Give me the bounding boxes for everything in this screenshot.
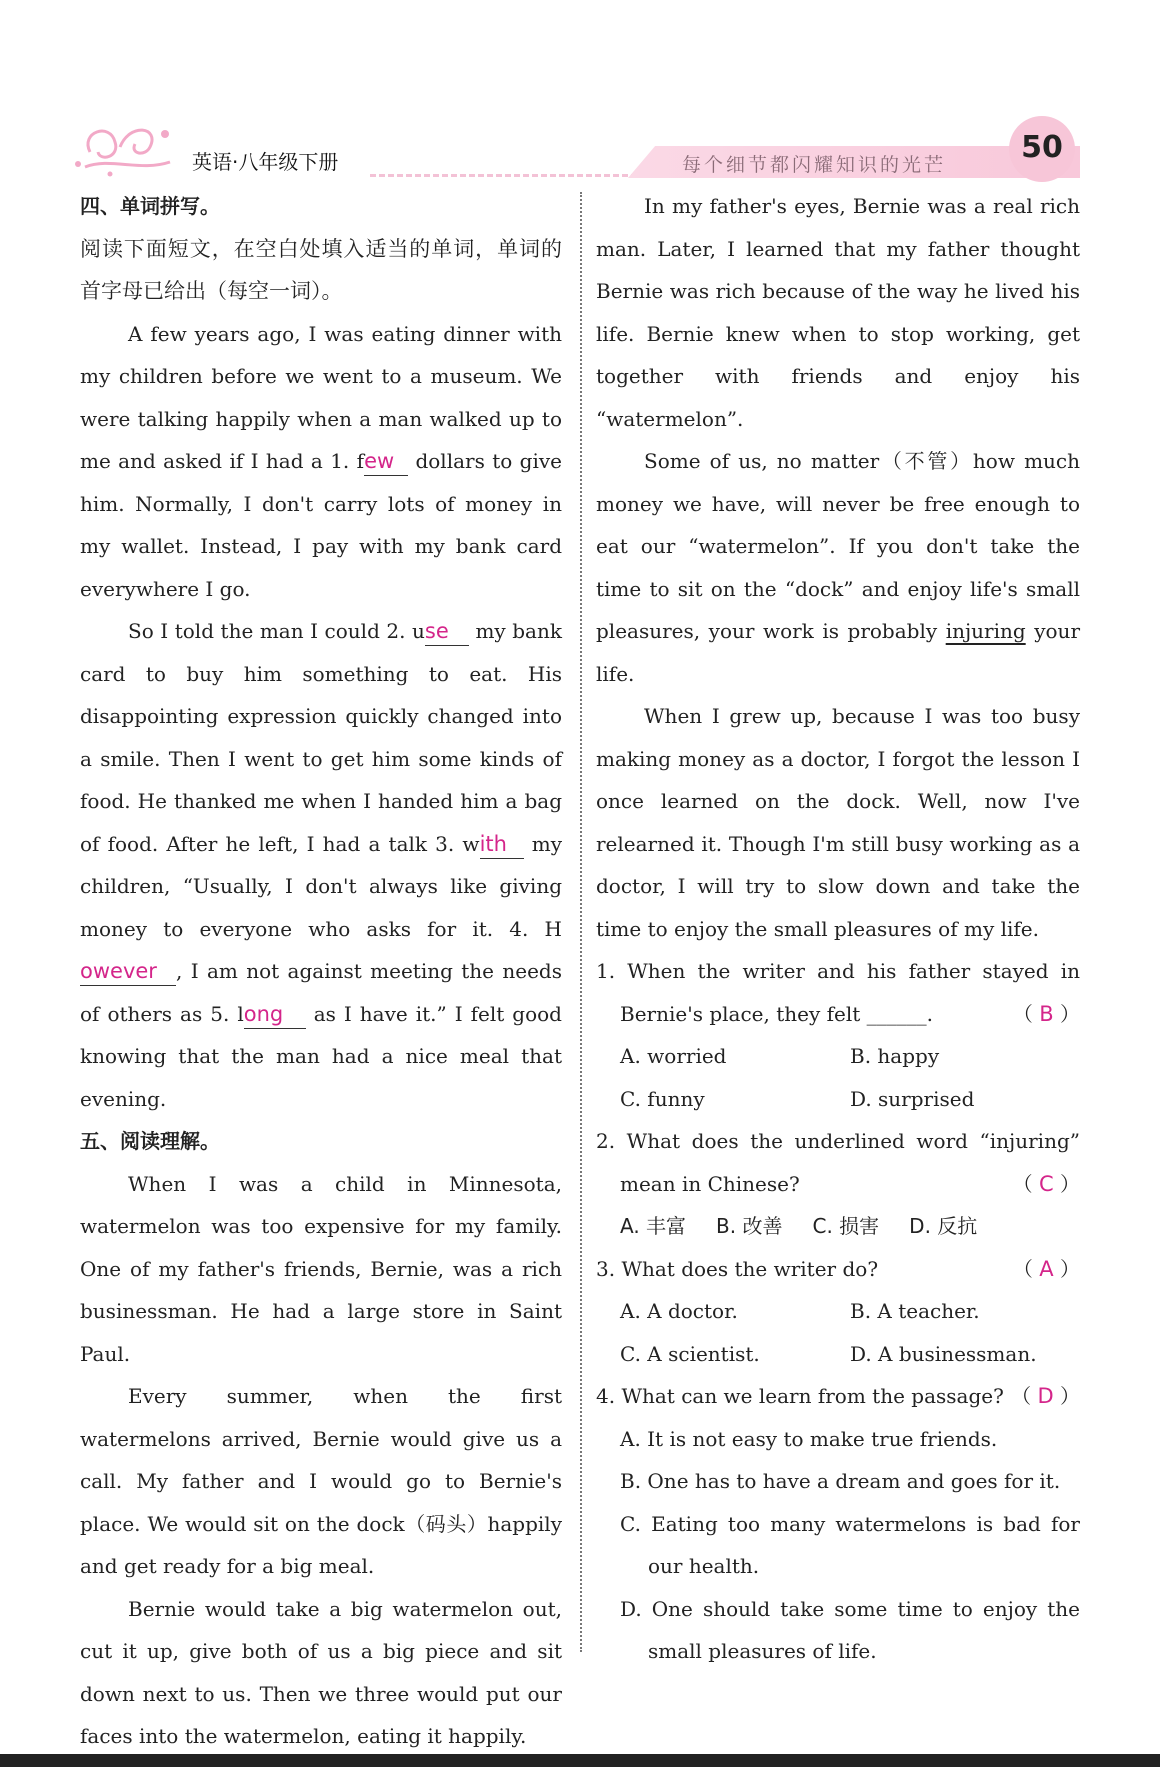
- question-stem: 2. What does the underlined word “injuring” mean in Chinese?: [596, 1129, 1080, 1196]
- option: A. 丰富: [620, 1214, 687, 1238]
- answer: D: [1037, 1384, 1054, 1408]
- answer-1: ew: [364, 449, 395, 473]
- answer-box: （ A ）: [1012, 1256, 1080, 1281]
- text-span: , I am not against meeting the needs of others as 5. l: [80, 959, 562, 1026]
- text-span: Some of us, no matter（不管）how much money we have, will never be free enough to eat our “watermelon”. If you don't take the time to sit on the “dock” and enjoy life's small pleasures, your work is probably: [596, 449, 1080, 643]
- left-column: [80, 185, 562, 1758]
- question-stem: 3. What does the writer do?: [596, 1256, 879, 1281]
- answer-blank-3: [480, 830, 524, 859]
- passage-paragraph: [80, 313, 562, 611]
- option: D. 反抗: [909, 1214, 978, 1238]
- question-4: [596, 1375, 1080, 1418]
- option: D. surprised: [850, 1086, 975, 1111]
- question-2: [596, 1120, 1080, 1205]
- text-span: dollars to give him. Normally, I don't carry lots of money in my wallet. Instead, I pay with my bank card everywhere I go.: [80, 449, 562, 601]
- answer-blank-1: [364, 447, 408, 476]
- option: D. A businessman.: [850, 1341, 1037, 1366]
- option: A. A doctor.: [620, 1299, 738, 1323]
- option: C. 损害: [812, 1214, 880, 1238]
- question-stem: 4. What can we learn from the passage?: [596, 1384, 1004, 1408]
- answer-blank-2: [425, 617, 469, 646]
- question-1: [596, 950, 1080, 1035]
- question-3: [596, 1248, 1080, 1291]
- options-row: [596, 1035, 1080, 1078]
- reading-paragraph: [596, 440, 1080, 695]
- reading-paragraph: Every summer, when the first watermelons arrived, Bernie would give us a call. My father and I would go to Bernie's place. We would sit on the dock（码头）happily and get ready for a big meal.: [80, 1384, 562, 1578]
- page-header: [70, 112, 1080, 182]
- question-stem: 1. When the writer and his father stayed in Bernie's place, they felt ______.: [596, 959, 1080, 1026]
- option: D. One should take some time to enjoy the small pleasures of life.: [620, 1596, 1080, 1663]
- option: C. Eating too many watermelons is bad for our health.: [620, 1511, 1080, 1578]
- answer-3: ith: [479, 831, 507, 856]
- answer: B: [1039, 1001, 1054, 1026]
- page-number: 50: [1021, 130, 1063, 165]
- column-divider: [580, 192, 582, 1652]
- text-span: So I told the man I could 2. u: [128, 619, 425, 643]
- answer-box: （ B ）: [1012, 1001, 1080, 1026]
- option: B. happy: [850, 1044, 940, 1068]
- option: B. 改善: [716, 1214, 783, 1238]
- option: C. A scientist.: [620, 1341, 760, 1366]
- text-span: A few years ago, I was eating dinner with my children before we went to a museum. We were talking happily when a man walked up to me and asked if I had a 1. f: [80, 321, 562, 473]
- option: A. It is not easy to make true friends.: [620, 1426, 998, 1451]
- section-four-instruction: 阅读下面短文，在空白处填入适当的单词，单词的首字母已给出（每空一词）。: [80, 236, 562, 303]
- answer-2: se: [424, 619, 449, 643]
- options-row: [596, 1333, 1080, 1376]
- floral-ornament-icon: [70, 112, 180, 182]
- bottom-edge-bar: [0, 1754, 1160, 1767]
- answer-5: ong: [243, 1001, 284, 1026]
- section-five-heading: 五、阅读理解。: [80, 1129, 220, 1153]
- options-row: [596, 1205, 1080, 1248]
- options-row: [596, 1078, 1080, 1121]
- section-four-heading: 四、单词拼写。: [80, 194, 220, 218]
- underlined-word: injuring: [945, 619, 1026, 643]
- reading-paragraph: Bernie would take a big watermelon out, cut it up, give both of us a big piece and sit down next to us. Then we three would put our faces into the watermelon, eating it happily.: [80, 1596, 562, 1748]
- option: C. funny: [620, 1086, 705, 1111]
- answer-box: （ D ）: [1011, 1384, 1080, 1408]
- slogan-text: 每个细节都闪耀知识的光芒: [682, 154, 947, 176]
- options-row: [596, 1290, 1080, 1333]
- reading-paragraph: When I grew up, because I was too busy making money as a doctor, I forgot the lesson I once learned on the dock. Well, now I've relearned it. Though I'm still busy working as a doctor, I will try to slow down and take the time to enjoy the small pleasures of my life.: [596, 704, 1080, 941]
- text-span: as I have it.” I felt good knowing that the man had a nice meal that evening.: [80, 1001, 562, 1111]
- text-span: my children, “Usually, I don't always like giving money to everyone who asks for it. 4. H: [80, 831, 562, 941]
- option: B. A teacher.: [850, 1299, 980, 1323]
- answer: C: [1038, 1171, 1054, 1196]
- answer-blank-5: [244, 1000, 306, 1029]
- answer-box: （ C ）: [1012, 1171, 1080, 1196]
- answer-blank-4: [80, 957, 176, 986]
- reading-paragraph: In my father's eyes, Bernie was a real rich man. Later, I learned that my father thought Bernie was rich because of the way he lived his life. Bernie knew when to stop working, get together with friends and enjoy his “watermelon”.: [596, 194, 1080, 431]
- passage-paragraph: [80, 610, 562, 1120]
- option: B. One has to have a dream and goes for it.: [620, 1469, 1061, 1493]
- reading-paragraph: When I was a child in Minnesota, watermelon was too expensive for my family. One of my father's friends, Bernie, was a rich businessman. He had a large store in Saint Paul.: [80, 1171, 562, 1366]
- book-title: 英语·八年级下册: [192, 150, 339, 174]
- text-span: your life.: [596, 619, 1080, 686]
- answer-4: owever: [80, 959, 157, 983]
- answer: A: [1039, 1256, 1054, 1281]
- right-column: [596, 185, 1080, 1673]
- text-span: my bank card to buy him something to eat. His disappointing expression quickly changed into a smile. Then I went to get him some kinds of food. He thanked me when I handed him a bag of food. After he left, I had a talk 3. w: [80, 619, 562, 856]
- option: A. worried: [620, 1044, 727, 1068]
